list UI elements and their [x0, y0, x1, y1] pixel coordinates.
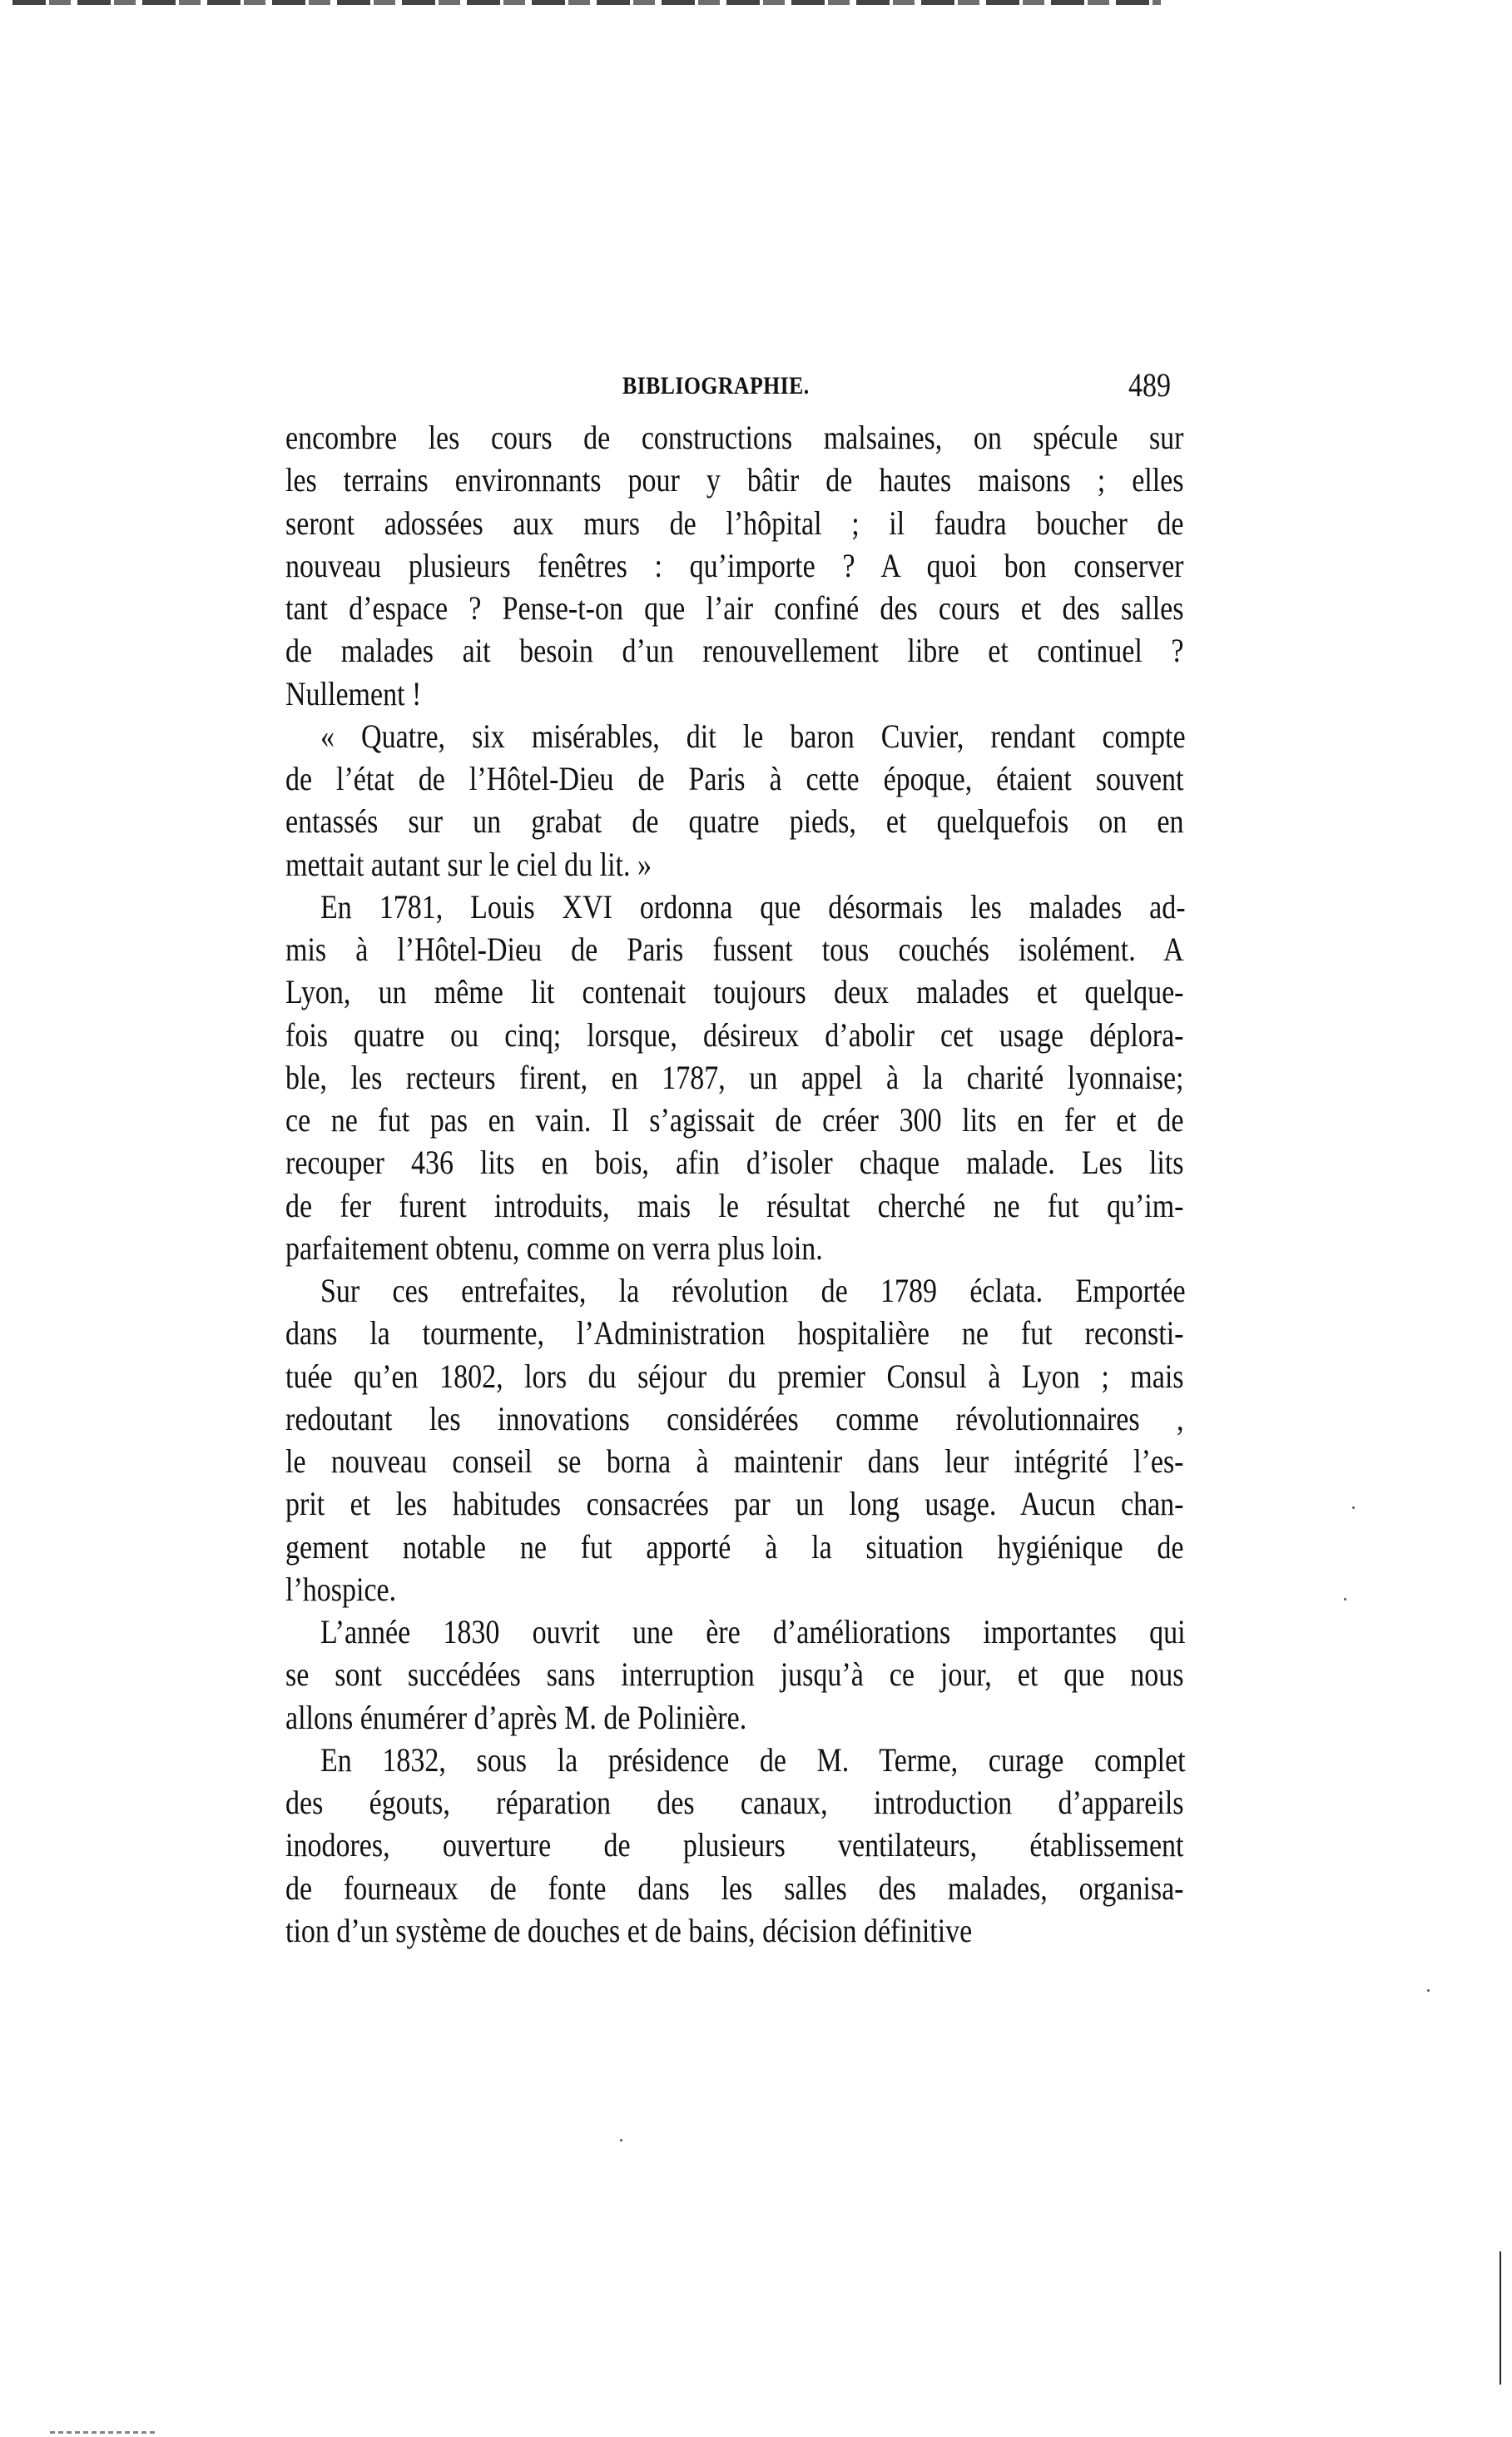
- text-line: [285, 1099, 1184, 1141]
- paragraph: [285, 886, 1184, 1269]
- text-line-content: inodores, ouverture de plusieurs ventilateurs, établissement: [285, 1826, 1184, 1864]
- text-line-content: seront adossées aux murs de l’hôpital ; il faudra boucher de: [285, 504, 1184, 542]
- scan-speck: [1344, 1598, 1346, 1601]
- text-line-content: encombre les cours de constructions malsaines, on spécule sur: [285, 419, 1184, 456]
- text-line-content: des égouts, réparation des canaux, introduction d’appareils: [285, 1784, 1184, 1821]
- text-line-content: redoutant les innovations considérées comme révolutionnaires ,: [285, 1399, 1184, 1437]
- text-line-content: les terrains environnants pour y bâtir de hautes maisons ; elles: [285, 461, 1184, 499]
- running-title: BIBLIOGRAPHIE.: [622, 372, 810, 400]
- running-header: [0, 366, 1512, 404]
- text-line: [285, 1482, 1184, 1525]
- text-line: [285, 715, 1184, 757]
- text-line: [285, 416, 1184, 459]
- text-line: [285, 1440, 1184, 1482]
- text-line-content: En 1781, Louis XVI ordonna que désormais les malades ad-: [320, 887, 1186, 926]
- text-line: [285, 1141, 1184, 1184]
- text-line-content: ce ne fut pas en vain. Il s’agissait de créer 300 lits en fer et de: [285, 1101, 1184, 1139]
- text-line: [285, 1611, 1184, 1653]
- text-line-content: En 1832, sous la présidence de M. Terme, curage complet: [320, 1740, 1186, 1779]
- text-line: [285, 1653, 1184, 1695]
- text-line: [285, 1184, 1184, 1227]
- text-line: [285, 1696, 1184, 1739]
- text-line: [285, 673, 1184, 715]
- scan-speck: [1427, 1989, 1430, 1992]
- text-line: [285, 1227, 1184, 1269]
- scan-edge-artifact-top: [12, 0, 1161, 5]
- text-line: [285, 629, 1184, 672]
- text-line: [285, 1056, 1184, 1099]
- text-line: [285, 1312, 1184, 1354]
- text-line: [285, 1269, 1184, 1312]
- paragraph: [285, 1739, 1184, 1952]
- text-line: [285, 502, 1184, 544]
- text-line-content: tuée qu’en 1802, lors du séjour du premier Consul à Lyon ; mais: [285, 1357, 1184, 1395]
- text-line-content: le nouveau conseil se borna à maintenir dans leur intégrité l’es-: [285, 1442, 1184, 1480]
- text-line: [285, 587, 1184, 629]
- text-line-content: nouveau plusieurs fenêtres : qu’importe ? A quoi bon conserver: [285, 546, 1184, 584]
- text-line-content: se sont succédées sans interruption jusqu’à ce jour, et que nous: [285, 1655, 1184, 1694]
- paragraph: [285, 1269, 1184, 1611]
- text-line: [285, 1014, 1184, 1056]
- text-line: [285, 1909, 1184, 1952]
- text-line-content: de fer furent introduits, mais le résultat cherché ne fut qu’im-: [285, 1186, 1184, 1224]
- paragraph: [285, 416, 1184, 715]
- text-line-content: ble, les recteurs firent, en 1787, un appel à la charité lyonnaise;: [285, 1058, 1184, 1096]
- scan-edge-artifact-bottom: [50, 2431, 158, 2434]
- text-line-content: mettait autant sur le ciel du lit. »: [285, 845, 652, 883]
- text-line-content: Lyon, un même lit contenait toujours deux malades et quelque-: [285, 973, 1184, 1011]
- text-line-content: gement notable ne fut apporté à la situation hygiénique de: [285, 1527, 1184, 1566]
- paragraph: [285, 715, 1184, 886]
- text-line: [285, 928, 1184, 970]
- scan-edge-artifact-right: [1500, 2251, 1501, 2385]
- text-line: [285, 1781, 1184, 1824]
- text-line-content: « Quatre, six misérables, dit le baron Cuvier, rendant compte: [320, 717, 1186, 755]
- text-line: [285, 800, 1184, 842]
- text-line-content: recouper 436 lits en bois, afin d’isoler chaque malade. Les lits: [285, 1144, 1184, 1182]
- text-line: [285, 1526, 1184, 1568]
- text-line-content: L’année 1830 ouvrit une ère d’améliorations importantes qui: [320, 1613, 1186, 1650]
- text-line-content: Sur ces entrefaites, la révolution de 1789 éclata. Emportée: [320, 1272, 1186, 1309]
- text-line-content: l’hospice.: [285, 1570, 397, 1608]
- text-line: [285, 544, 1184, 587]
- text-line: [285, 757, 1184, 800]
- text-line: [285, 886, 1184, 928]
- text-line-content: mis à l’Hôtel-Dieu de Paris fussent tous couchés isolément. A: [285, 931, 1184, 968]
- text-line: [285, 1397, 1184, 1440]
- scan-speck: [1352, 1506, 1355, 1509]
- text-line: [285, 1824, 1184, 1866]
- text-line: [285, 843, 1184, 886]
- text-line: [285, 1568, 1184, 1611]
- text-line-content: Nullement !: [285, 674, 422, 712]
- text-line: [285, 1867, 1184, 1909]
- text-line-content: dans la tourmente, l’Administration hospitalière ne fut reconsti-: [285, 1314, 1184, 1353]
- text-line: [285, 1355, 1184, 1397]
- text-line: [285, 459, 1184, 501]
- text-line-content: entassés sur un grabat de quatre pieds, et quelquefois on en: [285, 802, 1184, 841]
- text-line-content: parfaitement obtenu, comme on verra plus loin.: [285, 1228, 823, 1267]
- text-line-content: allons énumérer d’après M. de Polinière.: [285, 1698, 747, 1736]
- text-line-content: tant d’espace ? Pense-t-on que l’air confiné des cours et des salles: [285, 589, 1184, 627]
- paragraph: [285, 1611, 1184, 1739]
- text-line-content: prit et les habitudes consacrées par un long usage. Aucun chan-: [285, 1485, 1184, 1523]
- body-text: [285, 416, 1184, 1952]
- text-line-content: tion d’un système de douches et de bains, décision définitive: [285, 1911, 973, 1949]
- text-line-content: de fourneaux de fonte dans les salles des malades, organisa-: [285, 1869, 1184, 1907]
- page-number: 489: [1128, 366, 1171, 404]
- text-line-content: fois quatre ou cinq; lorsque, désireux d’abolir cet usage déplora-: [285, 1015, 1184, 1054]
- text-line-content: de malades ait besoin d’un renouvellement libre et continuel ?: [285, 632, 1184, 670]
- text-line: [285, 970, 1184, 1013]
- text-line: [285, 1739, 1184, 1781]
- scan-speck: [620, 2139, 622, 2142]
- text-line-content: de l’état de l’Hôtel-Dieu de Paris à cette époque, étaient souvent: [285, 760, 1184, 797]
